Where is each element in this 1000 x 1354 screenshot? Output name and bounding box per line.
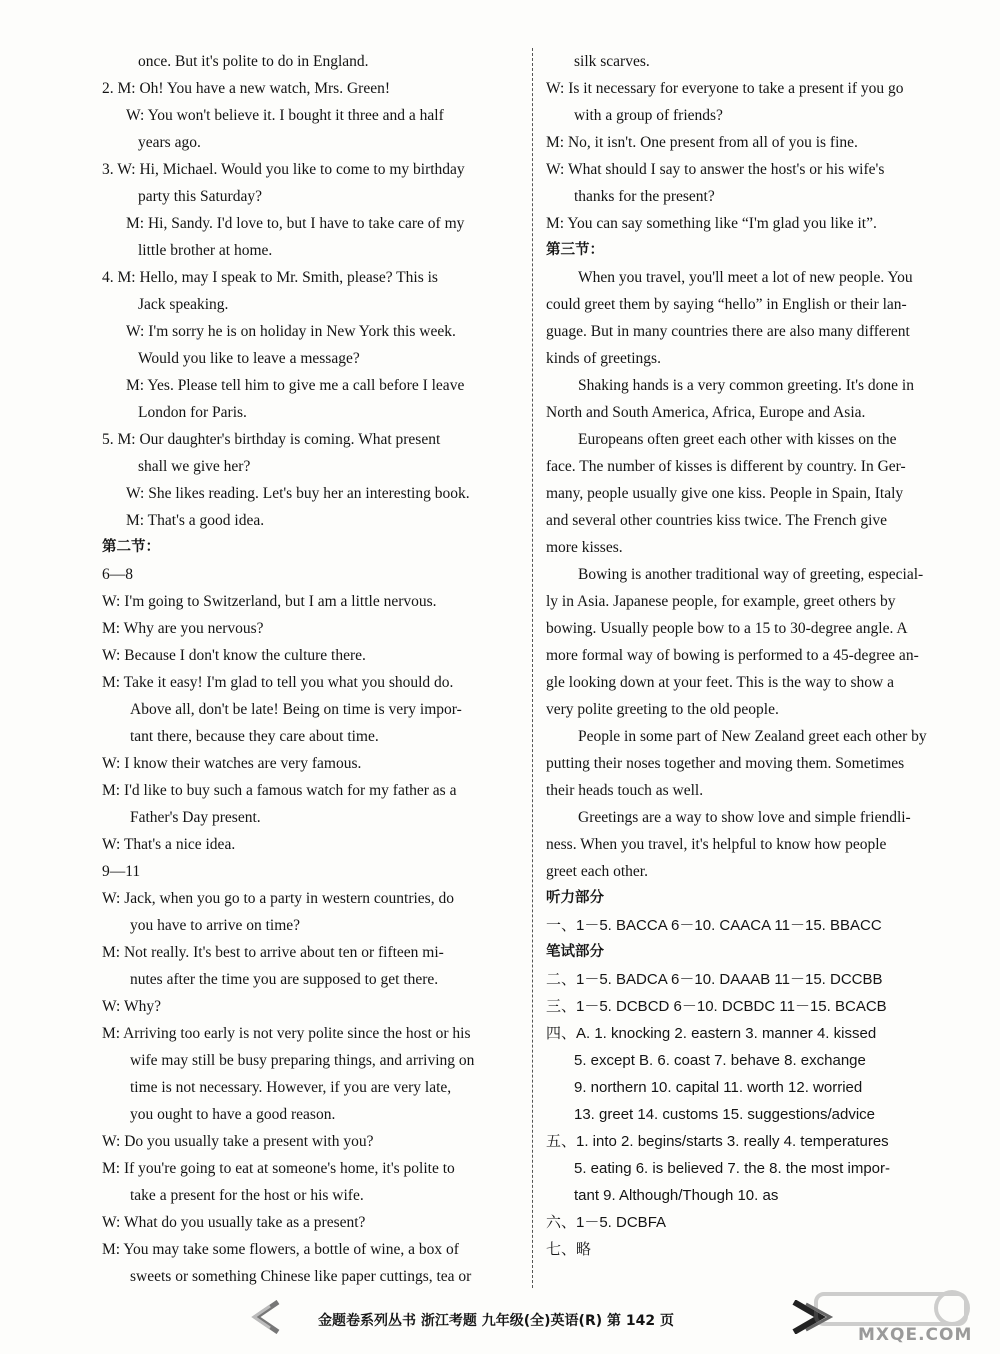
right-text-line: their heads touch as well. — [546, 782, 704, 799]
right-text-line: W: What should I say to answer the host's or his wife's — [546, 161, 885, 178]
left-text-line: 9—11 — [102, 863, 141, 880]
left-text-line: M: Hi, Sandy. I'd love to, but I have to take care of my — [126, 215, 465, 232]
left-text-line: years ago. — [138, 134, 201, 151]
right-text-line: and several other countries kiss twice. The French give — [546, 512, 888, 529]
right-text-line: 一、1－5. BACCA 6－10. CAACA 11－15. BBACC — [546, 917, 882, 934]
left-text-line: wife may still be busy preparing things, and arriving on — [130, 1052, 475, 1069]
left-text-line: you have to arrive on time? — [130, 917, 301, 934]
right-text-line: M: You can say something like “I'm glad you like it”. — [546, 215, 877, 232]
right-text-line: 五、1. into 2. begins/starts 3. really 4. temperatures — [546, 1133, 889, 1150]
right-text-line: 听力部分 — [546, 890, 604, 906]
left-text-line: 2. M: Oh! You have a new watch, Mrs. Green! — [102, 80, 390, 97]
left-text-line: you ought to have a good reason. — [130, 1106, 336, 1123]
left-text-line: M: Arriving too early is not very polite since the host or his — [102, 1025, 471, 1042]
left-column — [102, 48, 526, 1290]
left-text-line: M: Yes. Please tell him to give me a call before I leave — [126, 377, 465, 394]
left-text-line: party this Saturday? — [138, 188, 262, 205]
left-text-line: London for Paris. — [138, 404, 247, 421]
footer-text: 金题卷系列丛书 浙江考题 九年级(全)英语(R) 第 142 页 — [318, 1313, 674, 1329]
right-text-line: 四、A. 1. knocking 2. eastern 3. manner 4. kissed — [546, 1025, 877, 1042]
left-text-line: Above all, don't be late! Being on time is very impor- — [130, 701, 462, 718]
column-divider — [532, 48, 533, 1288]
right-text-line: People in some part of New Zealand greet each other by — [578, 728, 927, 745]
right-text-line: putting their noses together and moving them. Sometimes — [546, 755, 905, 772]
left-text-line: Father's Day present. — [130, 809, 261, 826]
left-text-line: W: Jack, when you go to a party in western countries, do — [102, 890, 454, 907]
right-text-line: silk scarves. — [574, 53, 650, 70]
left-text-line: W: I'm sorry he is on holiday in New York this week. — [126, 323, 456, 340]
right-text-line: ness. When you travel, it's helpful to know how people — [546, 836, 887, 853]
left-text-line: M: I'd like to buy such a famous watch for my father as a — [102, 782, 457, 799]
left-text-line: M: Take it easy! I'm glad to tell you what you should do. — [102, 674, 454, 691]
left-text-line: take a present for the host or his wife. — [130, 1187, 364, 1204]
right-text-line: greet each other. — [546, 863, 648, 880]
left-text-line: 4. M: Hello, may I speak to Mr. Smith, please? This is — [102, 269, 438, 286]
right-text-line: kinds of greetings. — [546, 350, 661, 367]
right-text-line: W: Is it necessary for everyone to take a present if you go — [546, 80, 904, 97]
right-text-line: 三、1－5. DCBCD 6－10. DCBDC 11－15. BCACB — [546, 998, 887, 1015]
left-text-line: M: That's a good idea. — [126, 512, 265, 529]
right-text-line: 六、1－5. DCBFA — [546, 1214, 667, 1231]
right-text-line: very polite greeting to the old people. — [546, 701, 779, 718]
right-text-line: bowing. Usually people bow to a 15 to 30-degree angle. A — [546, 620, 908, 637]
left-text-line: time is not necessary. However, if you are very late, — [130, 1079, 452, 1096]
right-text-line: 七、略 — [546, 1241, 592, 1258]
left-text-line: once. But it's polite to do in England. — [138, 53, 369, 70]
right-text-line: ly in Asia. Japanese people, for example, greet others by — [546, 593, 896, 610]
left-text-line: 3. W: Hi, Michael. Would you like to come to my birthday — [102, 161, 465, 178]
left-text-line: Jack speaking. — [138, 296, 229, 313]
left-text-line: shall we give her? — [138, 458, 251, 475]
left-text-line: W: I'm going to Switzerland, but I am a little nervous. — [102, 593, 437, 610]
left-text-line: W: That's a nice idea. — [102, 836, 236, 853]
right-text-line: with a group of friends? — [574, 107, 723, 124]
left-text-line: M: If you're going to eat at someone's home, it's polite to — [102, 1160, 455, 1177]
left-text-line: W: Because I don't know the culture there. — [102, 647, 366, 664]
right-text-line: North and South America, Africa, Europe and Asia. — [546, 404, 866, 421]
right-text-line: 9. northern 10. capital 11. worth 12. worried — [574, 1079, 863, 1096]
right-text-line: 13. greet 14. customs 15. suggestions/advice — [574, 1106, 876, 1123]
right-text-line: tant 9. Although/Though 10. as — [574, 1187, 779, 1204]
right-text-line: gle looking down at your feet. This is the way to show a — [546, 674, 894, 691]
left-text-line: 5. M: Our daughter's birthday is coming. What present — [102, 431, 441, 448]
right-text-line: Bowing is another traditional way of greeting, especial- — [578, 566, 924, 583]
right-text-line: M: No, it isn't. One present from all of you is fine. — [546, 134, 858, 151]
left-text-line: little brother at home. — [138, 242, 273, 259]
right-text-line: could greet them by saying “hello” in English or their lan- — [546, 296, 907, 313]
left-text-line: W: What do you usually take as a present? — [102, 1214, 366, 1231]
left-text-line: M: Why are you nervous? — [102, 620, 264, 637]
right-text-line: Shaking hands is a very common greeting. It's done in — [578, 377, 914, 394]
left-text-line: W: I know their watches are very famous. — [102, 755, 362, 772]
right-text-line: 5. eating 6. is believed 7. the 8. the most impor- — [574, 1160, 891, 1177]
right-text-line: Europeans often greet each other with kisses on the — [578, 431, 897, 448]
right-text-line: 笔试部分 — [546, 944, 604, 960]
right-text-line: more formal way of bowing is performed to a 45-degree an- — [546, 647, 919, 664]
right-column — [546, 48, 962, 1263]
left-text-line: M: Not really. It's best to arrive about ten or fifteen mi- — [102, 944, 444, 961]
left-text-line: sweets or something Chinese like paper cuttings, tea or — [130, 1268, 472, 1285]
right-text-line: When you travel, you'll meet a lot of new people. You — [578, 269, 913, 286]
right-text-line: more kisses. — [546, 539, 623, 556]
right-text-line: 第三节： — [546, 242, 604, 258]
right-text-line: guage. But in many countries there are also many different — [546, 323, 910, 340]
left-text-line: nutes after the time you are supposed to get there. — [130, 971, 439, 988]
left-text-line: W: She likes reading. Let's buy her an interesting book. — [126, 485, 470, 502]
left-text-line: tant there, because they care about time. — [130, 728, 379, 745]
left-arrow-icon — [248, 1300, 284, 1334]
left-text-line: M: You may take some flowers, a bottle of wine, a box of — [102, 1241, 459, 1258]
left-text-line: W: You won't believe it. I bought it three and a half — [126, 107, 444, 124]
right-text-line: 5. except B. 6. coast 7. behave 8. exchange — [574, 1052, 866, 1069]
watermark-text: MXQE.COM — [858, 1325, 973, 1345]
left-text-line: W: Why? — [102, 998, 161, 1015]
left-text-line: W: Do you usually take a present with you? — [102, 1133, 374, 1150]
right-text-line: thanks for the present? — [574, 188, 715, 205]
right-text-line: face. The number of kisses is different by country. In Ger- — [546, 458, 906, 475]
right-text-line: 二、1－5. BADCA 6－10. DAAAB 11－15. DCCBB — [546, 971, 883, 988]
right-text-line: Greetings are a way to show love and simple friendli- — [578, 809, 911, 826]
right-text-line: many, people usually give one kiss. People in Spain, Italy — [546, 485, 904, 502]
left-text-line: 6—8 — [102, 566, 133, 583]
left-text-line: Would you like to leave a message? — [138, 350, 360, 367]
left-text-line: 第二节： — [102, 539, 160, 555]
